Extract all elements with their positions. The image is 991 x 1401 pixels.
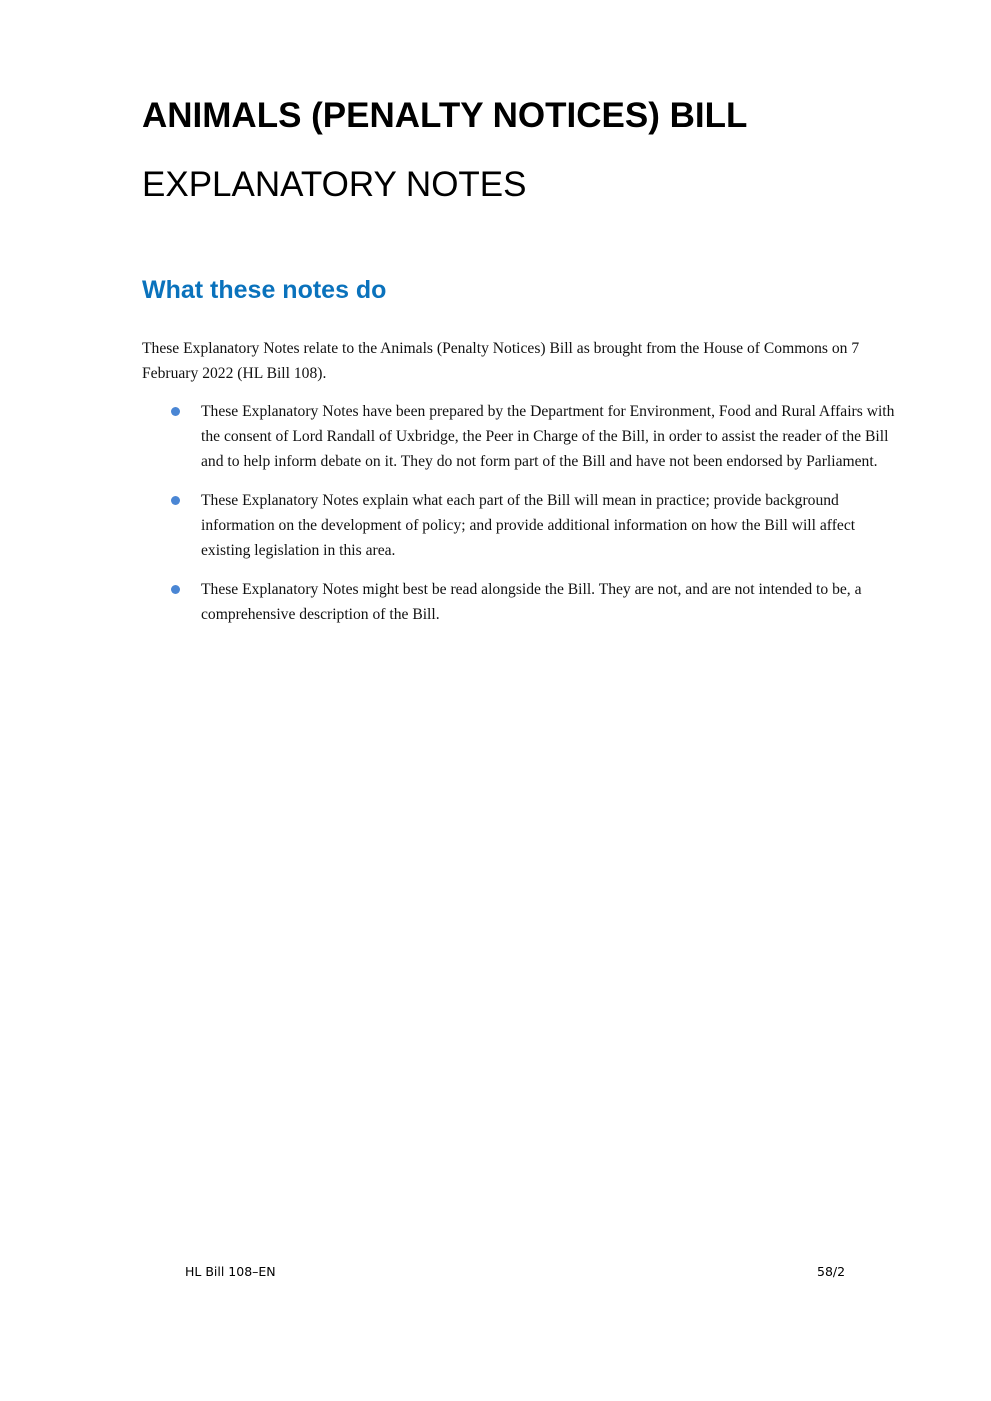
bullet-text: These Explanatory Notes explain what each part of the Bill will mean in practice; provide background information on the development of policy; and provide additional information on how the Bill will affect existing legislation in this area. bbox=[201, 492, 856, 559]
bullet-list bbox=[142, 399, 902, 641]
document-subtitle: EXPLANATORY NOTES bbox=[142, 165, 527, 204]
bullet-dot-icon bbox=[171, 496, 180, 505]
bullet-item bbox=[142, 399, 902, 474]
bullet-dot-icon bbox=[171, 585, 180, 594]
footer-page-code: 58/2 bbox=[817, 1264, 846, 1279]
intro-paragraph: These Explanatory Notes relate to the Animals (Penalty Notices) Bill as brought from the House of Commons on 7 February 2022 (HL Bill 108). bbox=[142, 340, 860, 382]
section-heading: What these notes do bbox=[142, 276, 387, 304]
bullet-text: These Explanatory Notes might best be read alongside the Bill. They are not, and are not intended to be, a comprehensive description of the Bill. bbox=[201, 581, 862, 623]
bullet-item bbox=[142, 577, 902, 627]
bill-title: ANIMALS (PENALTY NOTICES) BILL bbox=[142, 96, 748, 135]
bullet-item bbox=[142, 488, 902, 563]
footer-bill-reference: HL Bill 108–EN bbox=[185, 1264, 276, 1279]
bullet-text: These Explanatory Notes have been prepared by the Department for Environment, Food and Rural Affairs with the consent of Lord Randall of Uxbridge, the Peer in Charge of the Bill, in order to assist the reader of the Bill and to help inform debate on it. They do not form part of the Bill and have not been endorsed by Parliament. bbox=[201, 403, 895, 470]
bullet-dot-icon bbox=[171, 407, 180, 416]
